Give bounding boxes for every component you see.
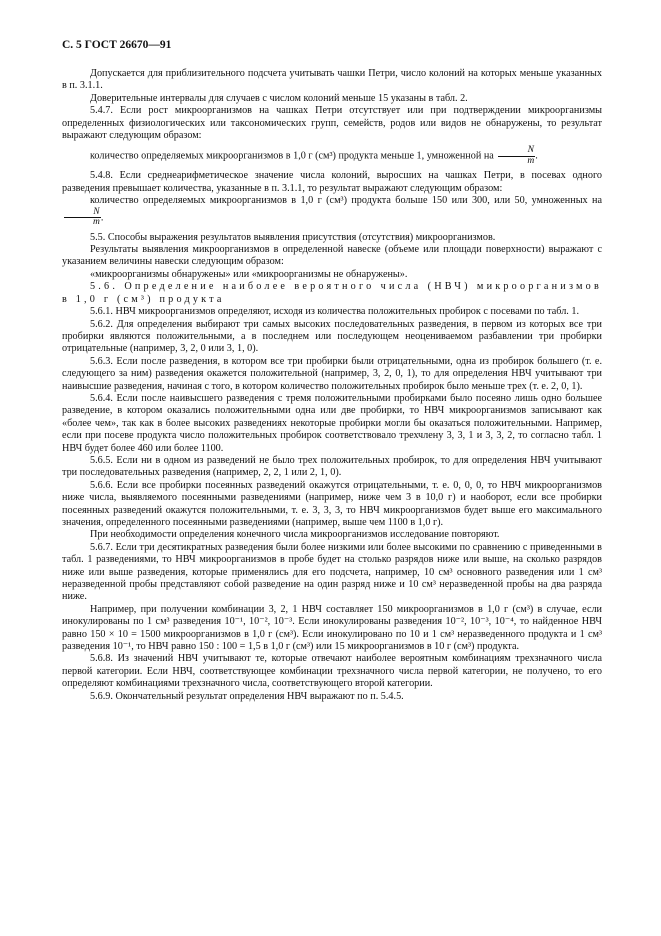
paragraph: Допускается для приблизительного подсчета учитывать чашки Петри, число колоний на которых меньше указанных в п. 3.1.1. — [62, 68, 602, 92]
fraction-n-over-m — [64, 208, 101, 228]
paragraph-5-6-1: 5.6.1. НВЧ микроорганизмов определяют, исходя из количества положительных пробирок с посевами по табл. 1. — [90, 306, 580, 318]
paragraph-5-6-8: 5.6.8. Из значений НВЧ учитывают те, которые отвечают наиболее вероятным комбинациям трехзначного числа первой категории. Если НВЧ, соответствующее комбинации трехзначного числа первой категории, не получено, то его определяют комбинациями трехзначного числа, соответствующего второй категории. — [62, 653, 602, 690]
paragraph-formula-less: количество определяемых микроорганизмов в 1,0 г (см³) продукта меньше 1, умноженной на $\frac{N}{m}$ . — [90, 145, 538, 166]
section-heading-5-6: 5.6. Определение наиболее вероятного числа (НВЧ) микроорганизмов в 1,0 г (см³) продукта — [62, 281, 602, 305]
paragraph-5-6-6: 5.6.6. Если все пробирки посеянных разведений окажутся отрицательными, т. е. 0, 0, 0, то НВЧ микроорганизмов ниже числа, выявляемого посеянными разведениями (например, ниже чем 3 в 10,0 г) и наоборот, если все пробирки посеянных разведений окажутся положительными, т. е. 3, 3, 3, то НВЧ микроорганизмов будет выше его максимального значения, определенного посеянными разведениями (например, выше чем 1100 в 1,0 г). — [62, 479, 602, 528]
fraction-numerator: N — [64, 208, 101, 219]
paragraph: При необходимости определения конечного числа микроорганизмов исследование повторяют. — [90, 529, 500, 541]
paragraph-5-6-9: 5.6.9. Окончательный результат определения НВЧ выражают по п. 5.4.5. — [90, 690, 404, 702]
paragraph-5-4-8: 5.4.8. Если среднеарифметическое значение числа колоний, выросших на чашках Петри, в посевах одного разведения превышает количества, указанные в п. 3.1.1, то результат выражают следующим образом: — [62, 170, 602, 194]
paragraph-example: Например, при получении комбинации 3, 2, 1 НВЧ составляет 150 микроорганизмов в 1,0 г (см³) в случае, если инокулированы по 1 см³ разведения 10⁻¹, 10⁻², 10⁻³. Если инокулированы разведения 10⁻², 10⁻³, 10⁻⁴, то найденное НВЧ равно 150 × 10 = 1500 микроорганизмов в 1,0 г (см³). Если инокулировано по 10 и 1 см³ неразведенного продукта и 1 см³ разведения 10⁻¹, то НВЧ равно 150 : 100 = 1,5 в 1,0 г (см³) или 15 микроорганизмов в 10 г (см³) продукта. — [62, 603, 602, 653]
paragraph-5-6-3: 5.6.3. Если после разведения, в котором все три пробирки были отрицательными, одна из пробирок большего (т. е. следующего за ним) разведения окажется положительной (например, 3, 2, 0, 1), то для определения НВЧ учитывают три наивысшие разведения, начиная с того, в котором количество положительных пробирок было меньше трех (т. е. 2, 0, 1). — [62, 355, 602, 392]
fraction-denominator: m — [93, 217, 100, 228]
paragraph-5-4-7: 5.4.7. Если рост микроорганизмов на чашках Петри отсутствует или при подтверждении микроорганизмы определенных физиологических или таксономических групп, семейств, родов или видов не обнаружены, то результат выражают следующим образом: — [62, 105, 602, 142]
paragraph-5-6-2: 5.6.2. Для определения выбирают три самых высоких последовательных разведения, в первом из которых все три пробирки являются положительными, а в последнем или последующем неоцениваемом разбавлении три пробирки отрицательные (например, 3, 2, 0 или 3, 1, 0). — [62, 318, 602, 355]
formula-text: количество определяемых микроорганизмов в 1,0 г (см³) продукта больше 150 или 300, или 50, умноженных на — [90, 195, 602, 207]
paragraph-5-6-5: 5.6.5. Если ни в одном из разведений не было трех положительных пробирок, то для определения НВЧ учитывают три последовательных разведения (например, 2, 2, 1 или 2, 1, 0). — [62, 454, 602, 479]
paragraph-5-6-7: 5.6.7. Если три десятикратных разведения были более низкими или более высокими по сравнению с приведенными в табл. 1 разведениями, то НВЧ микроорганизмов в пробе будет на столько разрядов ниже или выше, на сколько разрядов ниже или выше разведения, которые применялись для его подсчета, например, 10 см³ основного разведения или 1 см³ неразведенной пробы представляют собой разведение на один разряд ниже и 10 см³ неразведенной пробы на два разряда ниже. — [62, 541, 602, 603]
fraction-numerator: N — [498, 146, 535, 157]
paragraph-5-6-4: 5.6.4. Если после наивысшего разведения с тремя положительными пробирками было посеяно лишь одно большее разведение, в котором оказались положительными одна или две пробирки, то НВЧ микроорганизмов записывают как «более чем», так как в более высоких разведениях некоторые пробирки могли бы оказаться положительными. Например, если при посеве продукта число положительных пробирок соответствовало трехчлену 3, 3, 1 и 3, 3, 2, то согласно табл. 1 НВЧ будет более 460 или более 1100. — [62, 392, 602, 454]
paragraph: Результаты выявления микроорганизмов в определенной навеске (объеме или площади поверхности) выражают с указанием величины навески следующим образом: — [62, 244, 602, 268]
paragraph: «микроорганизмы обнаружены» или «микроорганизмы не обнаружены». — [90, 268, 408, 280]
paragraph: Доверительные интервалы для случаев с числом колоний меньше 15 указаны в табл. 2. — [90, 92, 468, 104]
fraction-n-over-m — [498, 146, 535, 166]
paragraph-5-5: 5.5. Способы выражения результатов выявления присутствия (отсутствия) микроорганизмов. — [90, 231, 496, 243]
fraction-denominator: m — [527, 155, 535, 166]
formula-text: количество определяемых микроорганизмов в 1,0 г (см³) продукта меньше 1, умноженной на — [90, 150, 494, 162]
paragraph-formula-more: количество определяемых микроорганизмов в 1,0 г (см³) продукта больше 150 или 300, или 50, умноженных на $\frac{N}{m}$ . — [62, 195, 602, 227]
page-header: С. 5 ГОСТ 26670—91 — [62, 39, 172, 51]
document-page — [62, 38, 602, 703]
